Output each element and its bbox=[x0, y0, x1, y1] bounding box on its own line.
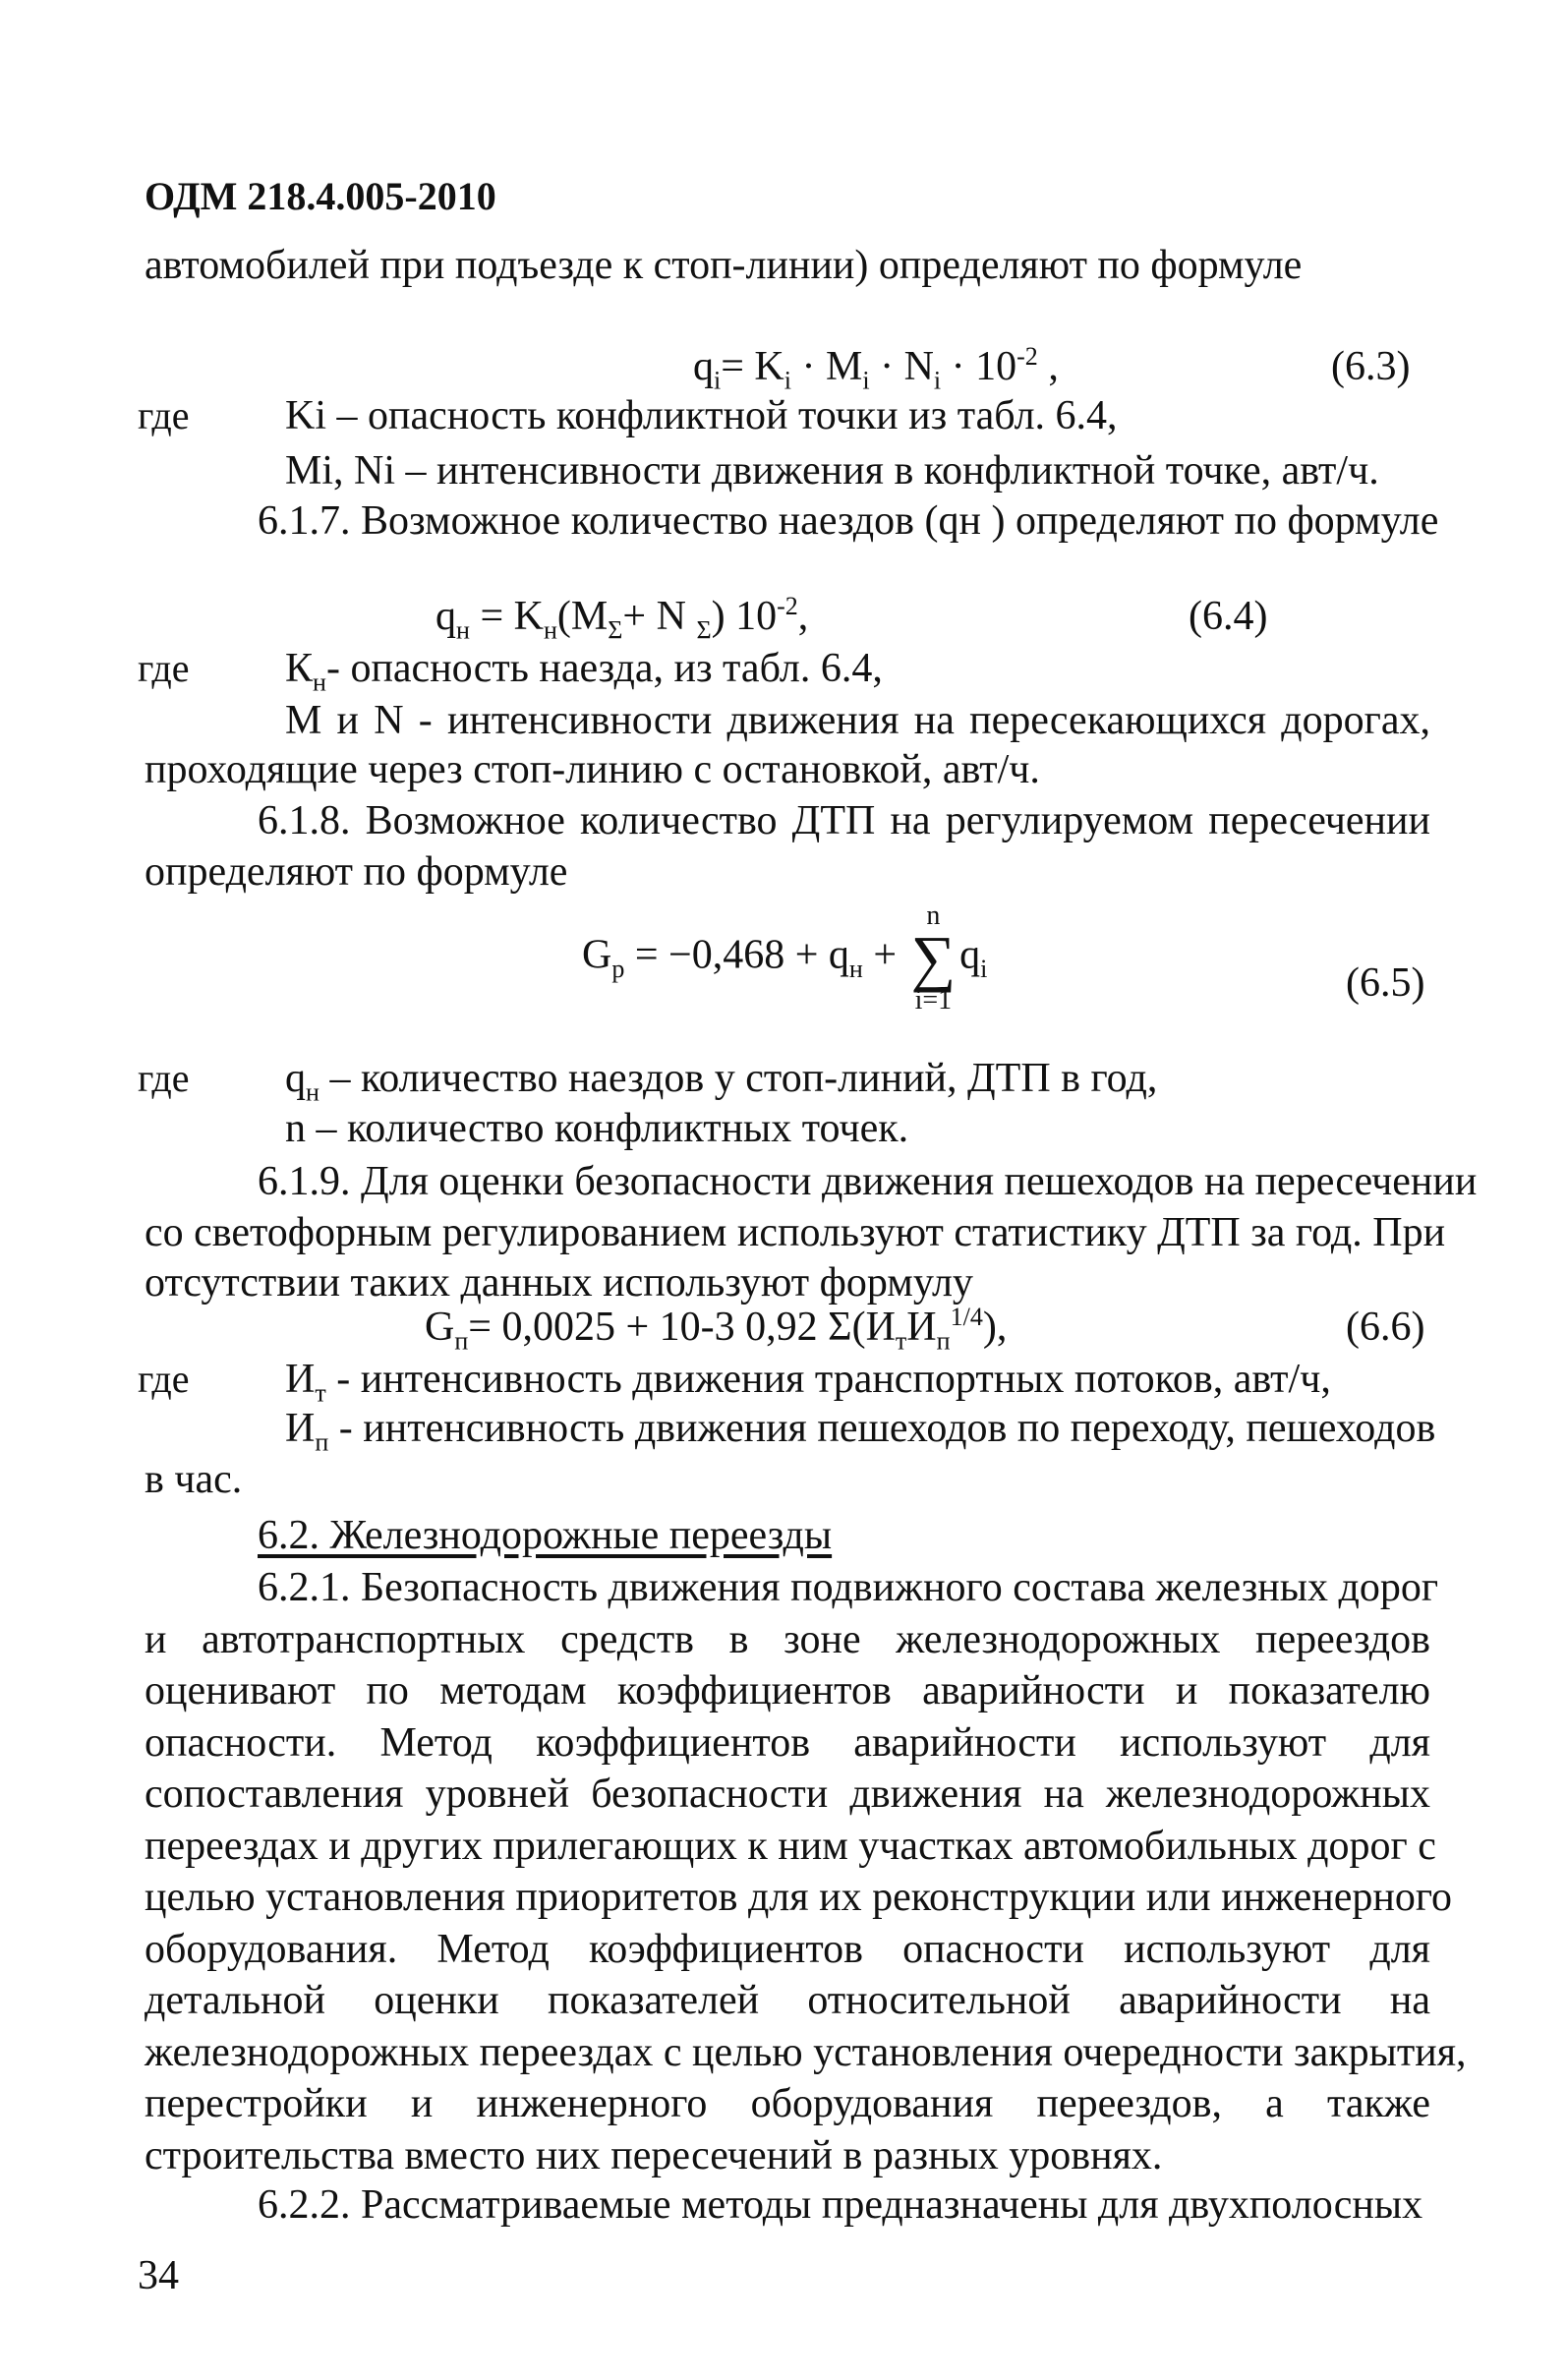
def-ip-continued: в час. bbox=[145, 1457, 243, 1502]
paragraph-6-1-8: 6.1.8. Возможное количество ДТП на регулируемом пересечении bbox=[258, 798, 1430, 843]
formula-6-6: $G_п= 0,0025 + 10-3$ 0,92 $\Sigma(И_тИ_п^{1/4})$, bbox=[425, 1303, 1008, 1356]
paragraph-6-2-2: 6.2.2. Рассматриваемые методы предназначены для двухполосных bbox=[258, 2182, 1423, 2228]
intro-line: автомобилей при подъезде к стоп-линии) определяют по формуле bbox=[145, 243, 1303, 288]
paragraph-line: оборудования. Метод коэффициентов опасности используют для bbox=[145, 1927, 1430, 1972]
paragraph-line: переездах и других прилегающих к ним участках автомобильных дорог с bbox=[145, 1824, 1436, 1869]
summation: n ∑ i=1 bbox=[910, 900, 957, 1016]
where-label: где bbox=[138, 1056, 190, 1100]
def-m-n-continued: проходящие через стоп-линию с остановкой, авт/ч. bbox=[145, 747, 1040, 792]
paragraph-6-1-9: 6.1.9. Для оценки безопасности движения пешеходов на пересечении bbox=[258, 1159, 1478, 1204]
def-ip: $И_п$ - интенсивность движения пешеходов по переходу, пешеходов bbox=[285, 1406, 1436, 1457]
paragraph-line: 6.2.1. Безопасность движения подвижного состава железных дорог bbox=[258, 1565, 1439, 1610]
formula-6-5-number: (6.5) bbox=[1346, 960, 1425, 1006]
paragraph-line: перестройки и инженерного оборудования переездов, а также bbox=[145, 2081, 1430, 2126]
paragraph-line: детальной оценки показателей относительной аварийности на bbox=[145, 1978, 1430, 2023]
def-ki: Ki – опасность конфликтной точки из табл. 6.4, bbox=[285, 393, 1118, 438]
formula-6-3-number: (6.3) bbox=[1331, 344, 1411, 389]
paragraph-6-1-7: 6.1.7. Возможное количество наездов (qн ) определяют по формуле bbox=[258, 498, 1439, 544]
paragraph-line: железнодорожных переездах с целью установления очередности закрытия, bbox=[145, 2030, 1467, 2075]
paragraph-line: строительства вместо них пересечений в разных уровнях. bbox=[145, 2133, 1163, 2178]
formula-6-5: $G_р = -0,468 + q_н$ + n ∑ i=1 $q_i$ bbox=[582, 900, 988, 1016]
formula-6-4-number: (6.4) bbox=[1189, 594, 1268, 639]
paragraph-6-1-8-line2: определяют по формуле bbox=[145, 849, 568, 895]
formula-6-3: $q_i= K_i \cdot M_i \cdot N_i \cdot 10^{-2}$ , bbox=[693, 342, 1059, 395]
paragraph-line: и автотранспортных средств в зоне железнодорожных переездов bbox=[145, 1617, 1430, 1662]
paragraph-line: сопоставления уровней безопасности движения на железнодорожных bbox=[145, 1771, 1430, 1817]
def-it: $И_т$ - интенсивность движения транспортных потоков, авт/ч, bbox=[285, 1357, 1331, 1408]
document-code: ОДМ 218.4.005-2010 bbox=[145, 174, 496, 218]
paragraph-line: оценивают по методам коэффициентов аварийности и показателю bbox=[145, 1668, 1430, 1713]
def-n: n – количество конфликтных точек. bbox=[285, 1106, 909, 1151]
paragraph-line: опасности. Метод коэффициентов аварийности используют для bbox=[145, 1720, 1430, 1766]
def-m-n: М и N - интенсивности движения на пересекающихся дорогах, bbox=[285, 698, 1430, 743]
paragraph-line: целью установления приоритетов для их реконструкции или инженерного bbox=[145, 1875, 1452, 1920]
where-label: где bbox=[138, 646, 190, 690]
section-heading-6-2: 6.2. Железнодорожные переезды bbox=[258, 1513, 833, 1558]
where-label: где bbox=[138, 1357, 190, 1401]
def-qn: $q_н$ – количество наездов у стоп-линий, ДТП в год, bbox=[285, 1056, 1158, 1107]
paragraph-6-1-9-line3: отсутствии таких данных используют формулу bbox=[145, 1260, 973, 1306]
paragraph-6-1-9-line2: со светофорным регулированием используют статистику ДТП за год. При bbox=[145, 1210, 1446, 1255]
formula-6-4: $q_н = K_н(M_\Sigma+ N$ $_\Sigma$) $10^{-2}$, bbox=[435, 592, 809, 645]
where-label: где bbox=[138, 393, 190, 437]
def-kn: $К_н-$ опасность наезда, из табл. 6.4, bbox=[285, 646, 883, 697]
formula-6-6-number: (6.6) bbox=[1346, 1305, 1425, 1350]
page-number: 34 bbox=[138, 2253, 179, 2298]
def-mi-ni: Mi, Ni – интенсивности движения в конфликтной точке, авт/ч. bbox=[285, 448, 1379, 493]
